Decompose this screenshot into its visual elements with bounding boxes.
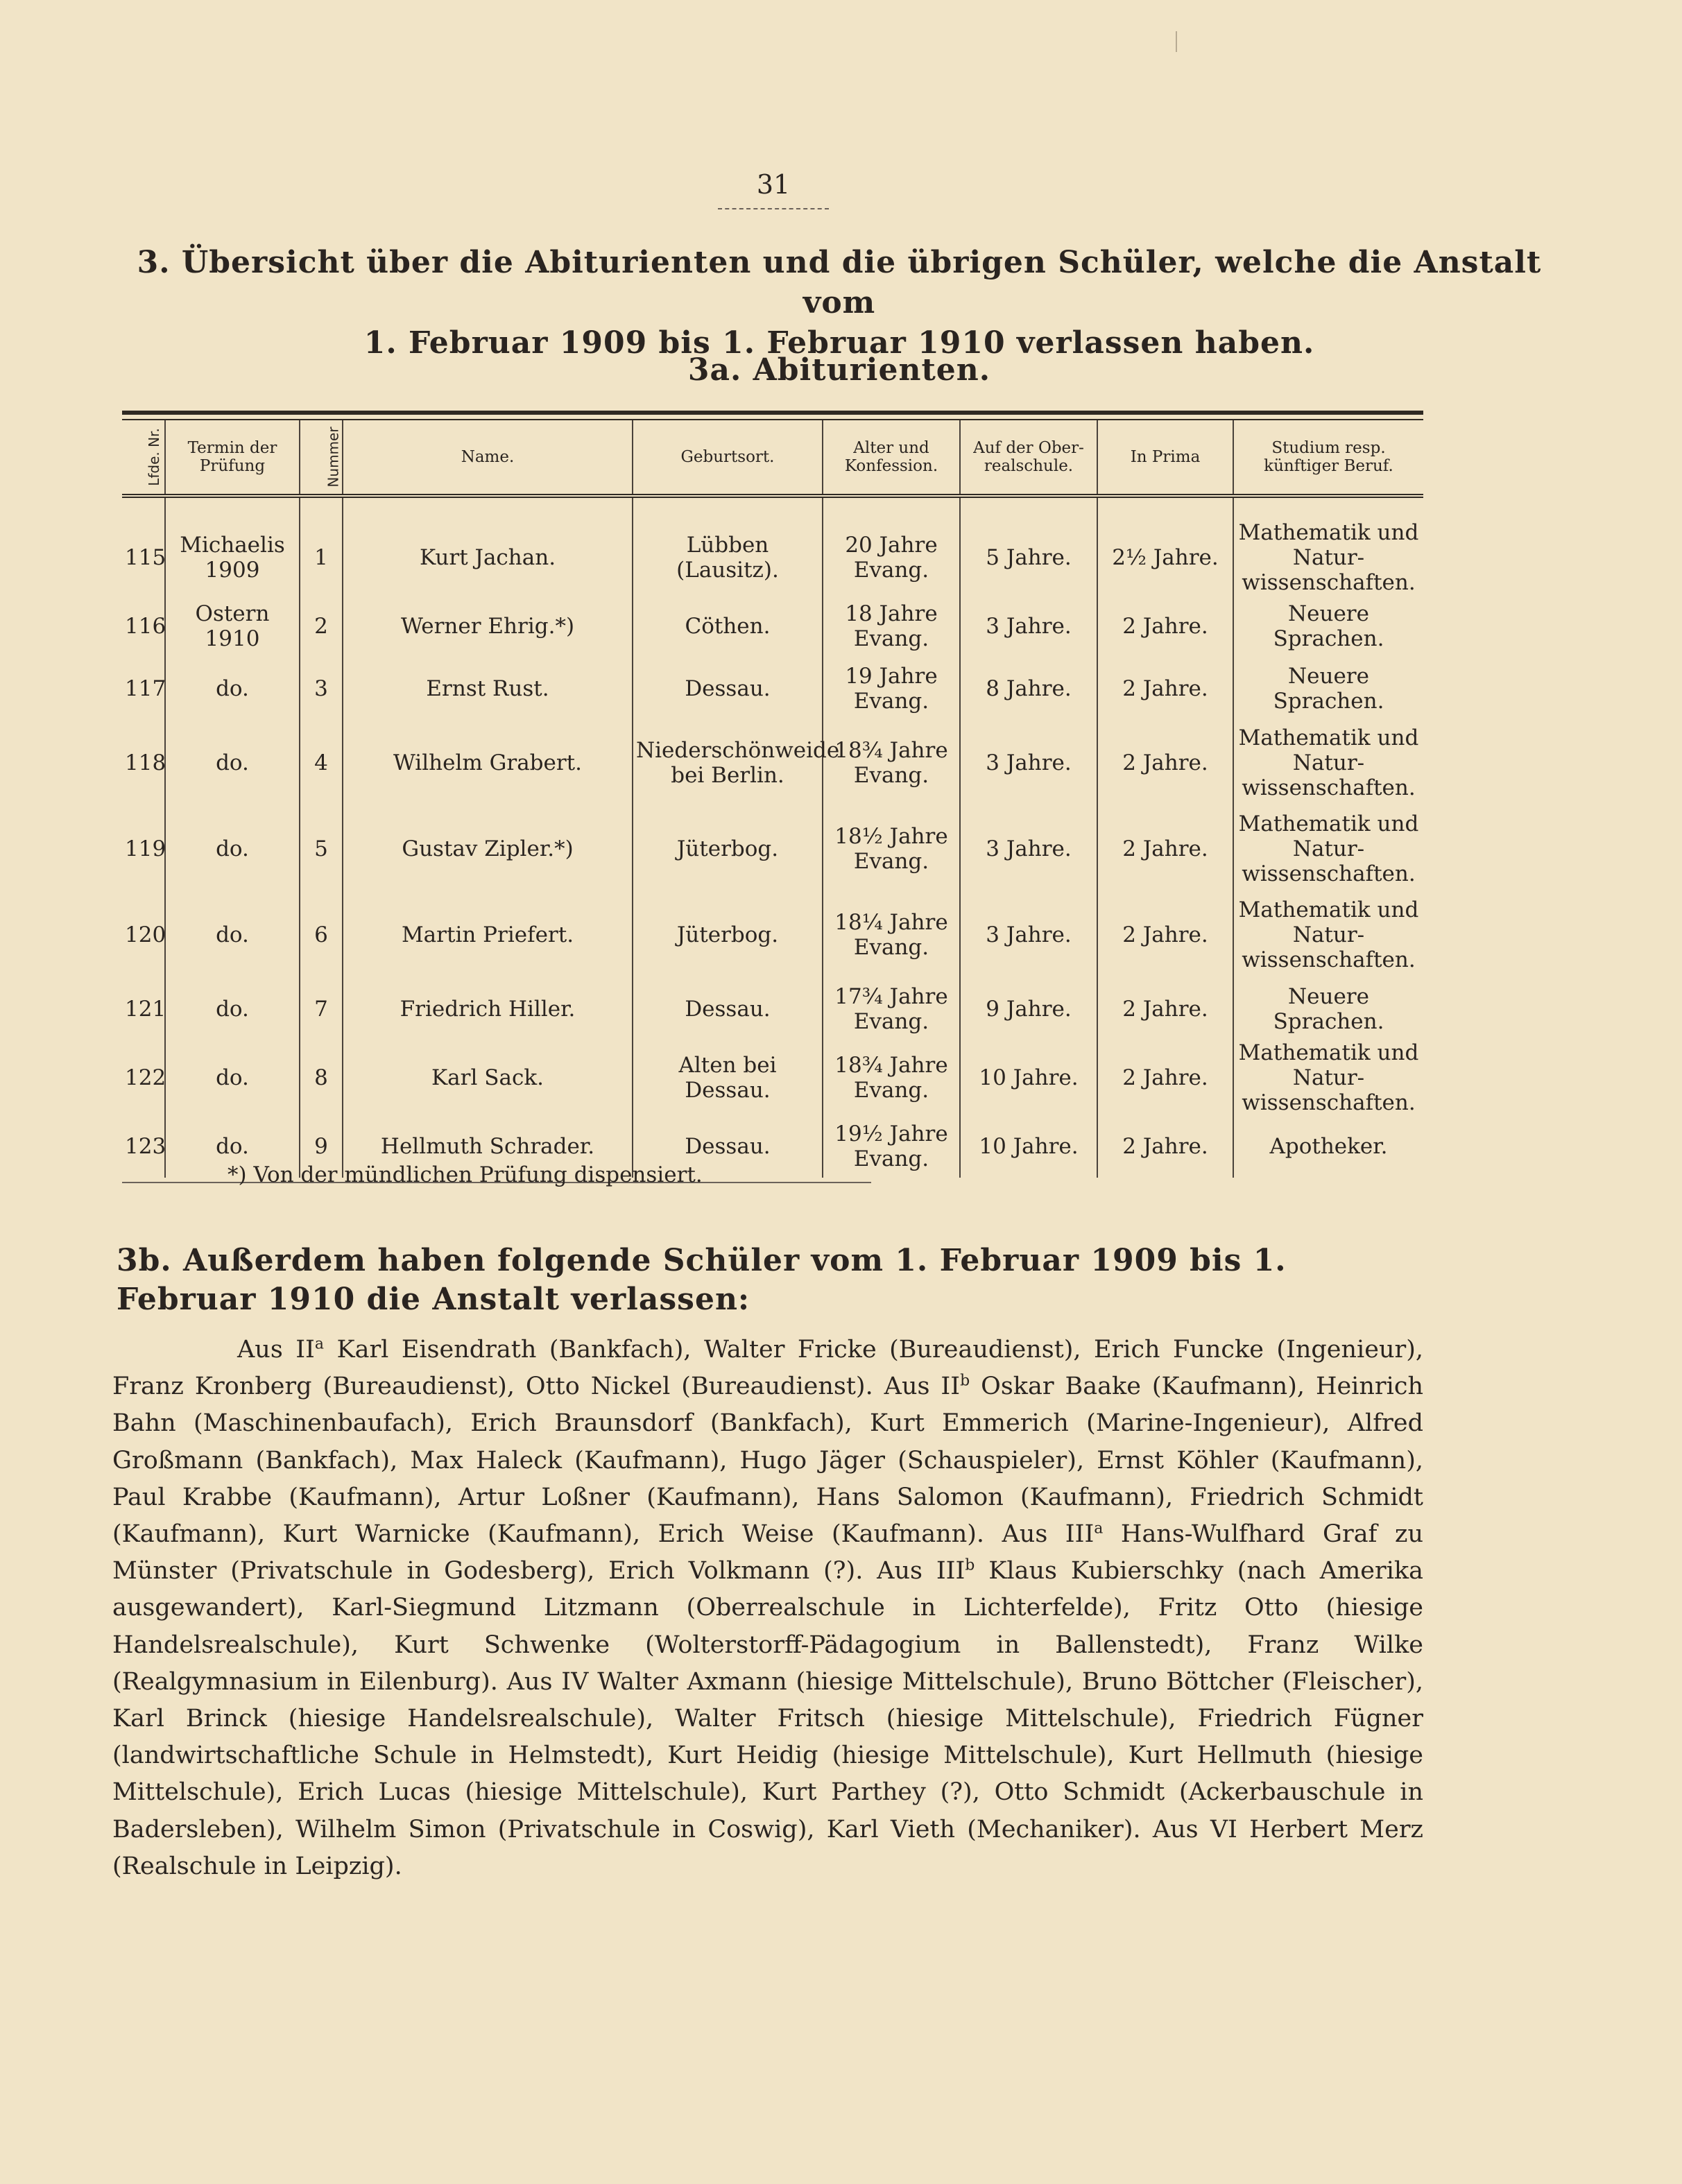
cell-oberrealschule: 5 Jahre. — [960, 520, 1097, 595]
cell-geburtsort: Dessau. — [633, 978, 823, 1040]
cell-alter — [823, 978, 960, 1040]
cell-alter — [823, 1115, 960, 1178]
cell-geburtsort: Cöthen. — [633, 595, 823, 657]
cell-prima: 2 Jahre. — [1097, 720, 1233, 806]
table-row — [122, 720, 1423, 806]
cell-alter-konfession: Evang. — [853, 1146, 929, 1171]
cell-alter-age: 19 Jahre — [845, 664, 938, 689]
section-3a-title: 3a. Abiturienten. — [687, 352, 991, 388]
cell-oberrealschule: 10 Jahre. — [960, 1115, 1097, 1178]
class-sup: b — [960, 1372, 970, 1390]
cell-oberrealschule: 10 Jahre. — [960, 1040, 1097, 1115]
para-aus: Aus II — [237, 1336, 315, 1364]
cell-lfd: 122 — [125, 1065, 166, 1090]
cell-alter — [823, 520, 960, 595]
cell-nummer: 1 — [300, 520, 343, 595]
section-3b-paragraph — [112, 1332, 1423, 1885]
cell-name: Werner Ehrig.*) — [343, 595, 633, 657]
cell-alter-age: 19½ Jahre — [834, 1121, 948, 1146]
cell-alter — [823, 720, 960, 806]
table-row — [122, 657, 1423, 720]
header-termin: Termin der Prüfung — [165, 420, 300, 496]
cell-nummer: 9 — [300, 1115, 343, 1178]
page-number: 31 — [756, 169, 791, 200]
para-text: Karl Eisendrath (Bankfach), Walter Fricke (Bureaudienst), Erich Funcke (Ingenieur), Franz Kronberg (Bureaudienst), Otto Nickel (Bureaudienst). Aus II — [112, 1336, 1423, 1401]
cell-lfd: 117 — [125, 676, 166, 701]
cell-name: Hellmuth Schrader. — [343, 1115, 633, 1178]
cell-alter-konfession: Evang. — [853, 1078, 929, 1103]
cell-alter-age: 18¼ Jahre — [834, 910, 948, 935]
cell-oberrealschule: 3 Jahre. — [960, 892, 1097, 978]
cell-alter-konfession: Evang. — [853, 1009, 929, 1034]
header-studium: Studium resp. künftiger Beruf. — [1233, 420, 1423, 496]
cell-lfd: 119 — [125, 836, 166, 861]
cell-alter-konfession: Evang. — [853, 849, 929, 874]
cell-geburtsort: Alten bei Dessau. — [633, 1040, 823, 1115]
cell-name: Ernst Rust. — [343, 657, 633, 720]
table-row — [122, 1040, 1423, 1115]
table-row — [122, 806, 1423, 892]
cell-alter-age: 20 Jahre — [845, 533, 938, 558]
table-row — [122, 520, 1423, 595]
para-text: Hans-Wulfhard Graf zu Münster (Privatschule in Godesberg), Erich Volkmann (?). Aus III — [112, 1520, 1423, 1585]
cell-nummer: 5 — [300, 806, 343, 892]
cell-name: Friedrich Hiller. — [343, 978, 633, 1040]
cell-oberrealschule: 3 Jahre. — [960, 595, 1097, 657]
cell-prima: 2 Jahre. — [1097, 892, 1233, 978]
cell-studium: Mathematik und Natur- wissenschaften. — [1233, 520, 1423, 595]
abiturienten-table — [122, 420, 1423, 1178]
cell-studium: Mathematik und Natur- wissenschaften. — [1233, 806, 1423, 892]
cell-geburtsort: Jüterbog. — [633, 892, 823, 978]
cell-studium: Mathematik und Natur- wissenschaften. — [1233, 892, 1423, 978]
table-spacer-row — [122, 496, 1423, 520]
para-text: Oskar Baake (Kaufmann), Heinrich Bahn (Maschinenbaufach), Erich Braunsdorf (Bankfach), Kurt Emmerich (Marine-Ingenieur), Alfred Großmann (Bankfach), Max Haleck (Kaufmann), Hugo Jäger (Schauspieler), Ernst Köhler (Kaufmann), Paul Krabbe (Kaufmann), Artur Loßner (Kaufmann), Hans Salomon (Kaufmann), Friedrich Schmidt (Kaufmann), Kurt Warnicke (Kaufmann), Erich Weise (Kaufmann). Aus III — [112, 1373, 1423, 1549]
cell-termin: do. — [165, 1040, 300, 1115]
cell-name: Martin Priefert. — [343, 892, 633, 978]
cell-termin: do. — [165, 806, 300, 892]
cell-name: Gustav Zipler.*) — [343, 806, 633, 892]
para-text: Klaus Kubierschky (nach Amerika ausgewandert), Karl-Siegmund Litzmann (Oberrealschule in Lichterfelde), Fritz Otto (hiesige Handelsrealschule), Kurt Schwenke (Wolterstorff-Pädagogium in Ballenstedt), Franz Wilke (Realgymnasium in Eilenburg). Aus IV Walter Axmann (hiesige Mittelschule), Bruno Böttcher (Fleischer), Karl Brinck (hiesige Handelsrealschule), Walter Fritsch (hiesige Mittelschule), Friedrich Fügner (landwirtschaftliche Schule in Helmstedt), Kurt Heidig (hiesige Mittelschule), Kurt Hellmuth (hiesige Mittelschule), Erich Lucas (hiesige Mittelschule), Kurt Parthey (?), Otto Schmidt (Ackerbauschule in Badersleben), Wilhelm Simon (Privatschule in Coswig), Karl Vieth (Mechaniker). Aus VI Herbert Merz (Realschule in Leipzig). — [112, 1557, 1423, 1880]
cell-alter-konfession: Evang. — [853, 763, 929, 788]
cell-termin: do. — [165, 1115, 300, 1178]
cell-prima: 2 Jahre. — [1097, 1115, 1233, 1178]
cell-nummer: 7 — [300, 978, 343, 1040]
cell-alter-age: 17¾ Jahre — [834, 984, 948, 1009]
cell-lfd: 115 — [125, 545, 166, 570]
main-title — [125, 243, 1554, 363]
cell-nummer: 8 — [300, 1040, 343, 1115]
cell-oberrealschule: 8 Jahre. — [960, 657, 1097, 720]
footnote: *) Von der mündlichen Prüfung dispensiert. — [228, 1162, 703, 1187]
cell-nummer: 6 — [300, 892, 343, 978]
cell-prima: 2 Jahre. — [1097, 1040, 1233, 1115]
table-header-row — [122, 420, 1423, 496]
cell-geburtsort: Lübben (Lausitz). — [633, 520, 823, 595]
cell-alter-age: 18½ Jahre — [834, 824, 948, 849]
cell-termin: Michaelis 1909 — [165, 520, 300, 595]
cell-lfd: 123 — [125, 1134, 166, 1159]
cell-termin: do. — [165, 892, 300, 978]
cell-studium: Apotheker. — [1233, 1115, 1423, 1178]
class-sup: a — [314, 1335, 324, 1353]
cell-geburtsort: Dessau. — [633, 1115, 823, 1178]
header-name: Name. — [343, 420, 633, 496]
cell-alter — [823, 1040, 960, 1115]
cell-geburtsort: Jüterbog. — [633, 806, 823, 892]
header-oberrealschule: Auf der Ober- realschule. — [960, 420, 1097, 496]
cell-geburtsort: Dessau. — [633, 657, 823, 720]
table-row — [122, 978, 1423, 1040]
cell-alter-age: 18¾ Jahre — [834, 1053, 948, 1078]
table-row — [122, 595, 1423, 657]
cell-alter — [823, 657, 960, 720]
cell-studium: Mathematik und Natur- wissenschaften. — [1233, 720, 1423, 806]
cell-termin: do. — [165, 978, 300, 1040]
page-number-rule — [718, 208, 829, 209]
cell-alter-age: 18 Jahre — [845, 601, 938, 626]
cell-oberrealschule: 9 Jahre. — [960, 978, 1097, 1040]
header-lfd-nr: Lfde. Nr. — [122, 420, 165, 496]
cell-studium: Neuere Sprachen. — [1233, 978, 1423, 1040]
header-geburtsort: Geburtsort. — [633, 420, 823, 496]
table-body — [122, 496, 1423, 1178]
table-top-rule — [122, 411, 1423, 415]
cell-name: Karl Sack. — [343, 1040, 633, 1115]
cell-termin: Ostern 1910 — [165, 595, 300, 657]
cell-prima: 2 Jahre. — [1097, 657, 1233, 720]
cell-oberrealschule: 3 Jahre. — [960, 720, 1097, 806]
cell-geburtsort: Niederschönweide bei Berlin. — [633, 720, 823, 806]
cell-prima: 2 Jahre. — [1097, 978, 1233, 1040]
cell-alter — [823, 892, 960, 978]
cell-lfd: 121 — [125, 997, 166, 1022]
cell-alter-konfession: Evang. — [853, 935, 929, 960]
table-row — [122, 892, 1423, 978]
cell-lfd: 118 — [125, 750, 166, 775]
cell-alter-konfession: Evang. — [853, 626, 929, 651]
cell-studium: Neuere Sprachen. — [1233, 657, 1423, 720]
cell-nummer: 2 — [300, 595, 343, 657]
cell-alter — [823, 806, 960, 892]
cell-alter-age: 18¾ Jahre — [834, 738, 948, 763]
cell-nummer: 3 — [300, 657, 343, 720]
header-alter: Alter und Konfession. — [823, 420, 960, 496]
cell-prima: 2 Jahre. — [1097, 806, 1233, 892]
cell-termin: do. — [165, 657, 300, 720]
cell-alter-konfession: Evang. — [853, 689, 929, 714]
class-sup: a — [1094, 1520, 1104, 1538]
cell-termin: do. — [165, 720, 300, 806]
cell-prima: 2½ Jahre. — [1097, 520, 1233, 595]
header-nummer: Nummer — [300, 420, 343, 496]
cell-name: Kurt Jachan. — [343, 520, 633, 595]
main-title-line2: 1. Februar 1909 bis 1. Februar 1910 verlassen haben. — [363, 325, 1315, 361]
cell-studium: Neuere Sprachen. — [1233, 595, 1423, 657]
paper-mark — [1176, 31, 1177, 52]
cell-prima: 2 Jahre. — [1097, 595, 1233, 657]
cell-alter-konfession: Evang. — [853, 558, 929, 583]
cell-lfd: 116 — [125, 614, 166, 639]
cell-oberrealschule: 3 Jahre. — [960, 806, 1097, 892]
cell-nummer: 4 — [300, 720, 343, 806]
cell-lfd: 120 — [125, 922, 166, 947]
header-prima: In Prima — [1097, 420, 1233, 496]
cell-alter — [823, 595, 960, 657]
abiturienten-table-wrap — [122, 411, 1423, 1183]
cell-studium: Mathematik und Natur- wissenschaften. — [1233, 1040, 1423, 1115]
section-3b-title: 3b. Außerdem haben folgende Schüler vom 1. Februar 1909 bis 1. Februar 1910 die Anstalt verlassen: — [117, 1243, 1287, 1317]
main-title-line1: 3. Übersicht über die Abiturienten und die übrigen Schüler, welche die Anstalt vom — [137, 245, 1542, 320]
cell-name: Wilhelm Grabert. — [343, 720, 633, 806]
class-sup: b — [965, 1556, 975, 1574]
